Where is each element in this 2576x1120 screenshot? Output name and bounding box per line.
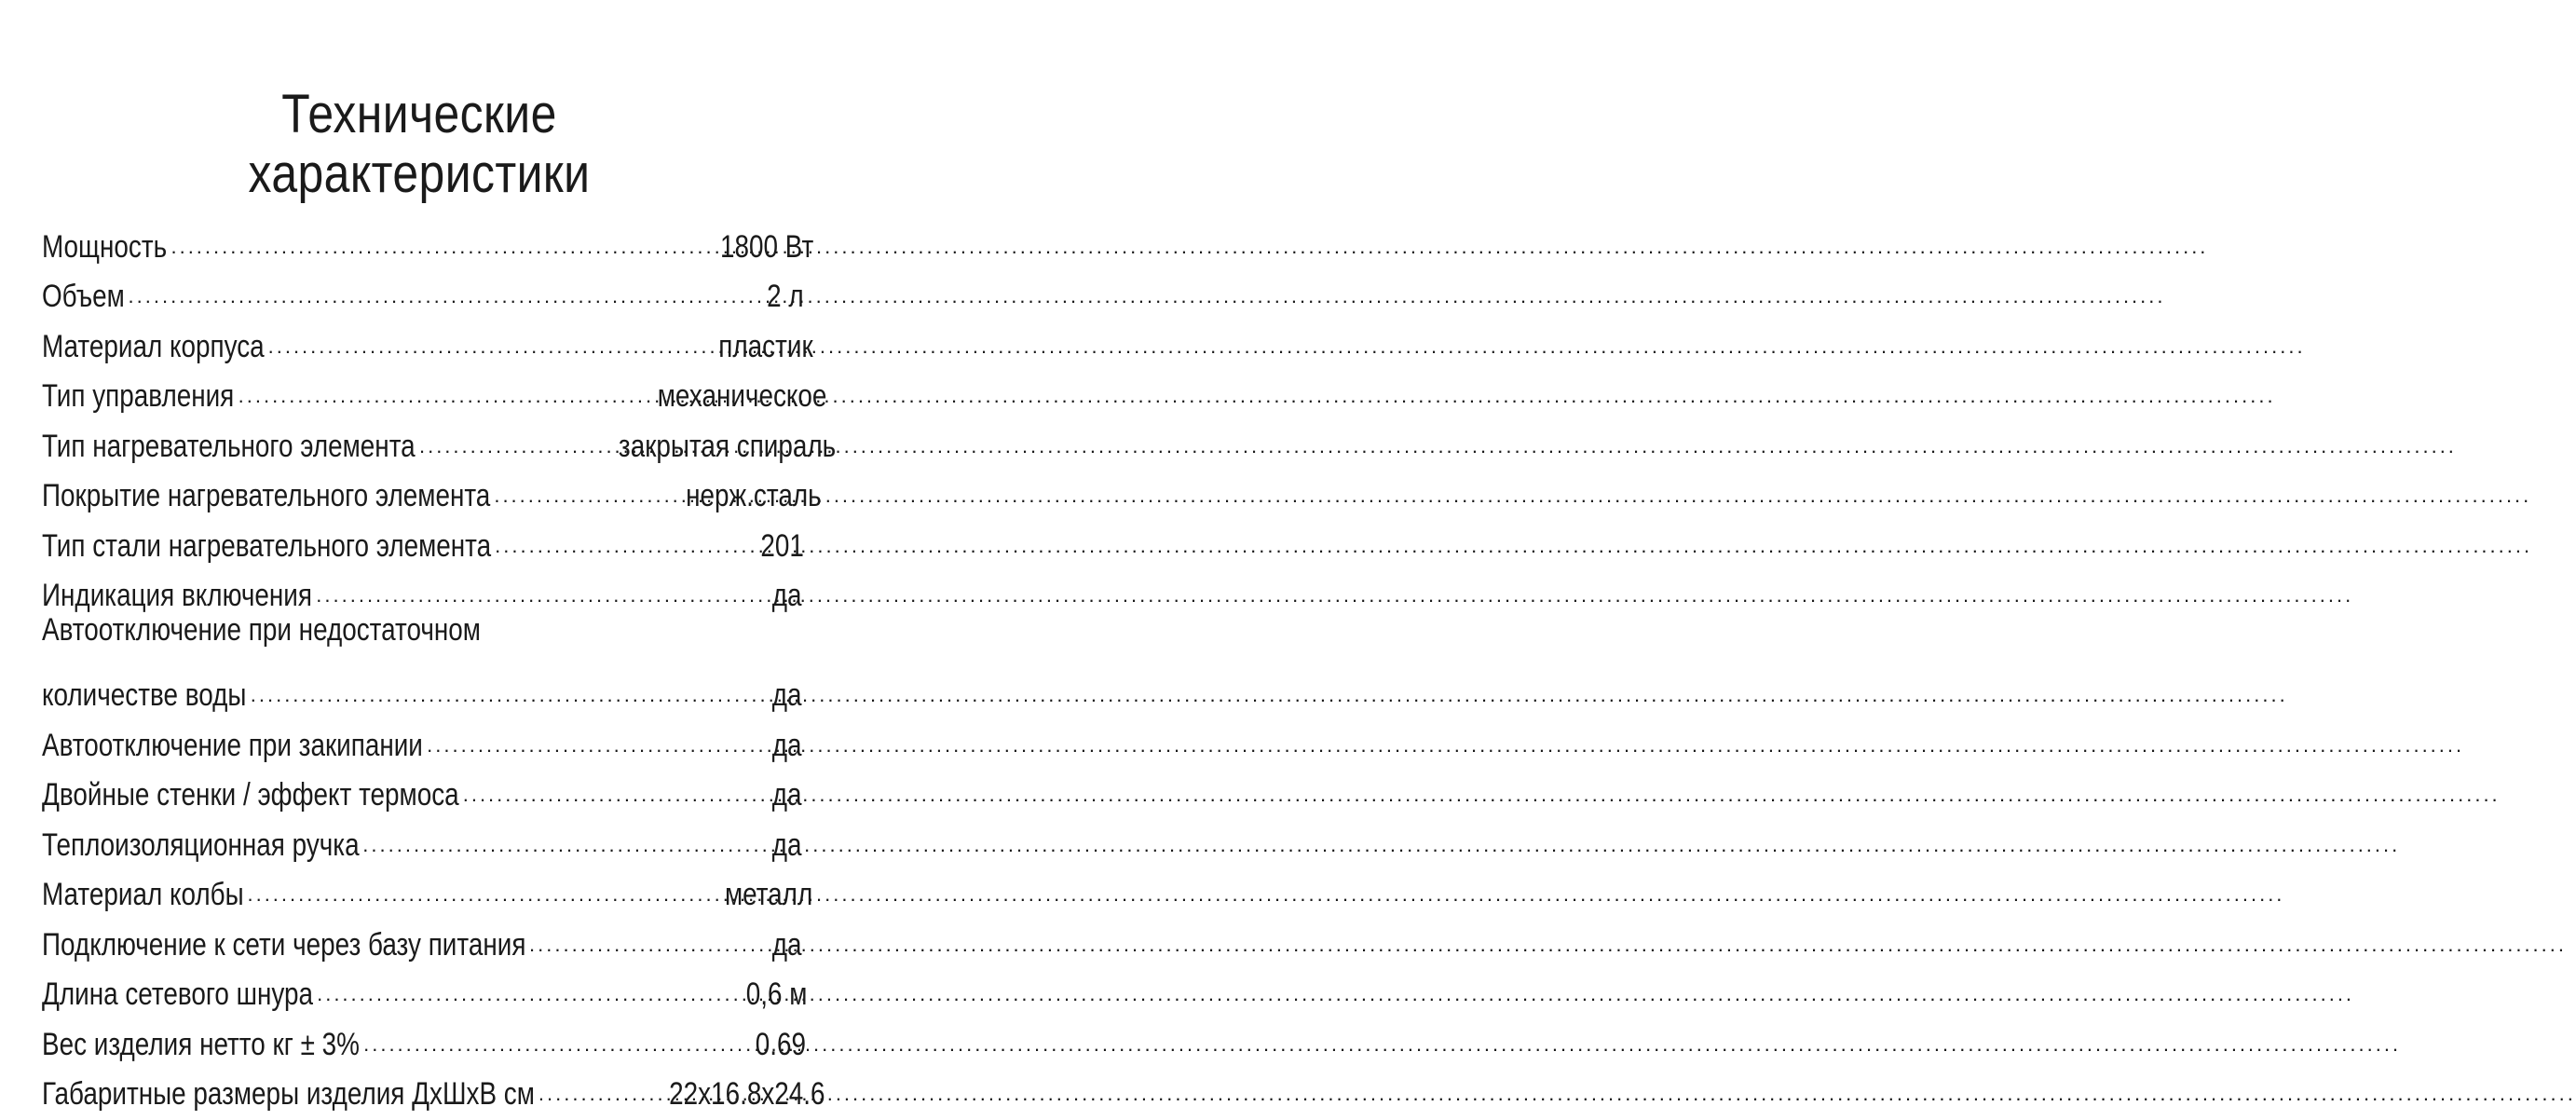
spec-value: да bbox=[771, 727, 802, 763]
spec-value: механическое bbox=[657, 378, 827, 414]
dot-leader bbox=[362, 805, 763, 855]
spec-value: да bbox=[771, 677, 802, 713]
dot-leader bbox=[247, 855, 704, 906]
page-title bbox=[59, 85, 780, 204]
spec-value: пластик bbox=[718, 328, 813, 364]
spec-value: 22х16.8х24.6 bbox=[668, 1076, 825, 1112]
spec-label: Материал корпуса bbox=[42, 328, 265, 364]
spec-label: Тип стали нагревательного элемента bbox=[42, 527, 492, 564]
dot-leader bbox=[170, 207, 700, 257]
spec-label: Индикация включения bbox=[42, 578, 312, 613]
spec-label: количестве воды bbox=[42, 677, 247, 713]
spec-value: нерж.сталь bbox=[685, 478, 822, 513]
spec-list bbox=[42, 207, 837, 1112]
spec-value: да bbox=[771, 578, 802, 613]
spec-value: 1800 Вт bbox=[719, 228, 814, 265]
spec-label: Габаритные размеры изделия ДхШхВ см bbox=[42, 1076, 535, 1112]
spec-value: 0.69 bbox=[755, 1026, 806, 1062]
dot-leader bbox=[427, 705, 763, 756]
title-line-2: характеристики bbox=[248, 143, 591, 204]
spec-label: Автоотключение при недостаточном bbox=[42, 612, 481, 648]
dot-leader bbox=[316, 556, 763, 607]
spec-value: да bbox=[771, 826, 802, 863]
spec-label: Двойные стенки / эффект термоса bbox=[42, 777, 459, 813]
dot-leader bbox=[494, 457, 658, 507]
spec-label: Автоотключение при закипании bbox=[42, 727, 423, 763]
spec-label: Теплоизоляционная ручка bbox=[42, 826, 360, 863]
dot-leader bbox=[419, 406, 576, 457]
dot-leader bbox=[363, 1004, 743, 1055]
dot-leader bbox=[495, 506, 749, 556]
spec-value: 201 bbox=[760, 527, 805, 564]
spec-label: Объем bbox=[42, 279, 125, 314]
dot-leader bbox=[129, 257, 756, 307]
spec-label: Материал колбы bbox=[42, 877, 244, 912]
spec-row-volume bbox=[42, 257, 804, 314]
spec-label: Тип нагревательного элемента bbox=[42, 428, 416, 464]
spec-label: Подключение к сети через базу питания bbox=[42, 926, 526, 963]
dot-leader bbox=[239, 357, 623, 407]
spec-row-low-water-shutoff-line1 bbox=[42, 606, 797, 656]
dot-leader bbox=[268, 307, 699, 357]
spec-label: Тип управления bbox=[42, 378, 235, 414]
dot-leader bbox=[538, 1055, 637, 1105]
spec-label: Мощность bbox=[42, 228, 168, 265]
spec-row-power bbox=[42, 207, 814, 265]
spec-value: 0,6 м bbox=[746, 977, 808, 1012]
spec-row-low-water-shutoff-line2 bbox=[42, 656, 802, 713]
spec-value: металл bbox=[724, 877, 812, 912]
spec-sheet bbox=[0, 0, 838, 1118]
dot-leader bbox=[529, 905, 763, 955]
spec-value: да bbox=[771, 777, 802, 813]
spec-row-body-material bbox=[42, 307, 813, 364]
dot-leader bbox=[317, 955, 731, 1005]
spec-value: да bbox=[771, 926, 802, 963]
dot-leader bbox=[463, 756, 763, 806]
spec-label: Длина сетевого шнура bbox=[42, 977, 314, 1012]
title-line-1: Технические bbox=[281, 83, 557, 144]
spec-value: 2 л bbox=[766, 279, 804, 314]
dot-leader bbox=[251, 656, 763, 706]
spec-label: Вес изделия нетто кг ± 3% bbox=[42, 1026, 360, 1062]
spec-value: закрытая спираль bbox=[619, 428, 837, 464]
spec-label: Покрытие нагревательного элемента bbox=[42, 478, 491, 513]
